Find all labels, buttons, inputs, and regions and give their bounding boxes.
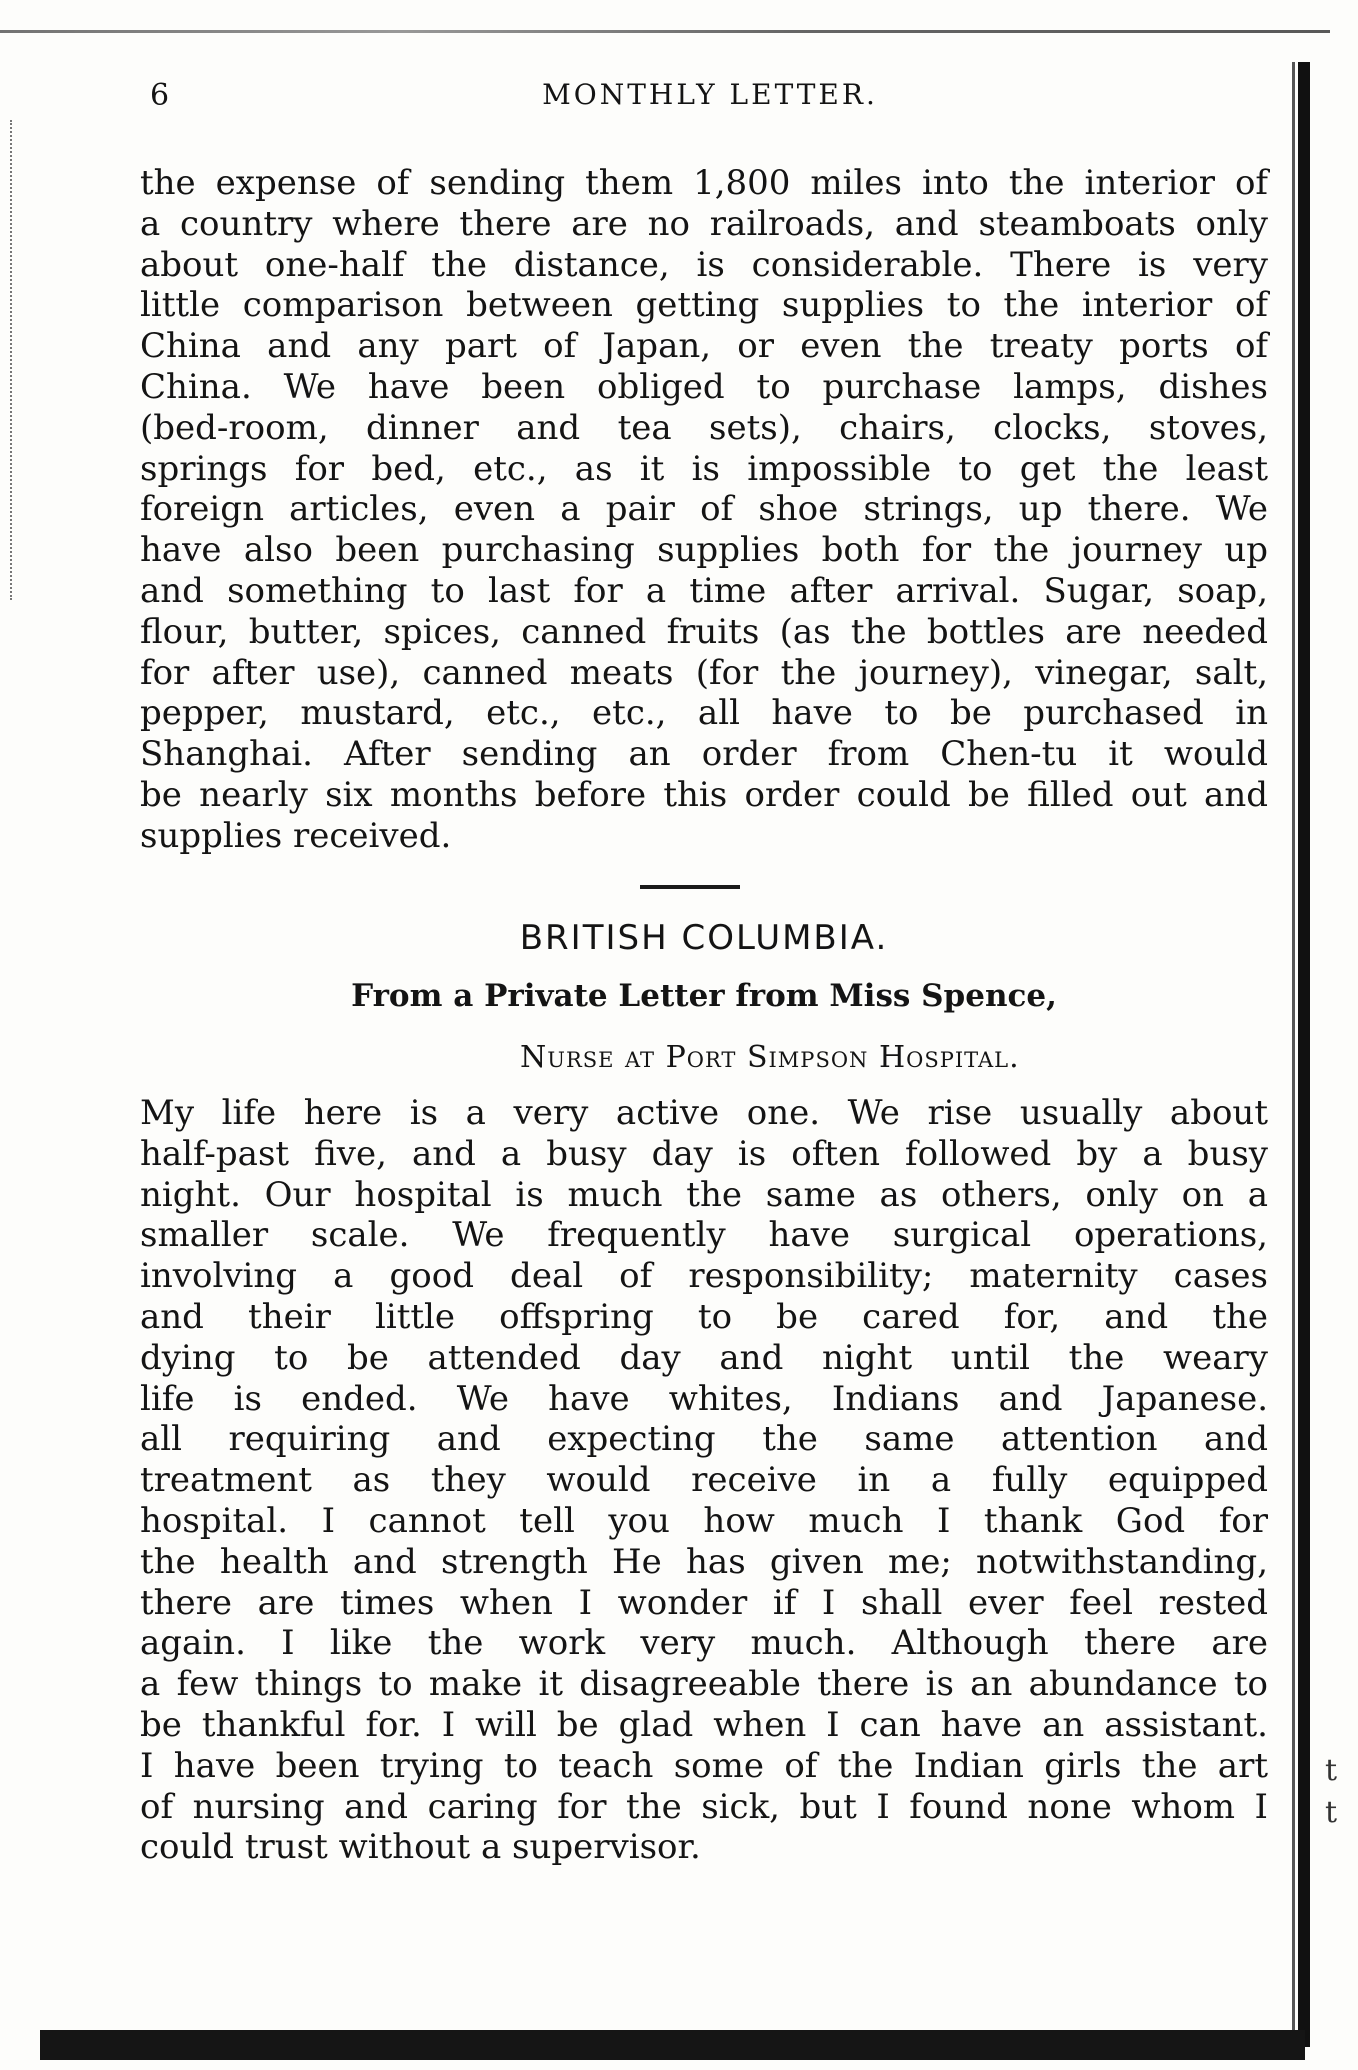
text-line: China and any part of Japan, or even the treaty ports of xyxy=(140,326,1268,367)
text-line: could trust without a supervisor. xyxy=(140,1827,701,1868)
edge-letter: t xyxy=(1325,1753,1338,1788)
section-heading: BRITISH COLUMBIA. xyxy=(519,918,889,958)
text-line: all requiring and expecting the same attention and xyxy=(140,1419,1268,1460)
text-line: and their little offspring to be cared for, and the xyxy=(140,1296,1268,1337)
text-line: for after use), canned meats (for the journey), vinegar, salt, xyxy=(140,652,1268,693)
running-head xyxy=(140,78,1280,122)
text-line: involving a good deal of responsibility; maternity cases xyxy=(140,1256,1268,1297)
text-line: and something to last for a time after arrival. Sugar, soap, xyxy=(140,570,1268,611)
text-line: pepper, mustard, etc., etc., all have to be purchased in xyxy=(140,693,1268,734)
text-line: be thankful for. I will be glad when I can have an assistant. xyxy=(140,1704,1268,1745)
text-line: (bed-room, dinner and tea sets), chairs, clocks, stoves, xyxy=(140,407,1268,448)
text-line: hospital. I cannot tell you how much I thank God for xyxy=(140,1500,1268,1541)
text-line: the health and strength He has given me; notwithstanding, xyxy=(140,1541,1268,1582)
page-number: 6 xyxy=(150,78,171,113)
right-binding-edge xyxy=(1298,62,1310,2047)
text-line: a few things to make it disagreeable there is an abundance to xyxy=(140,1664,1268,1705)
section-divider xyxy=(640,885,740,889)
text-line: half-past five, and a busy day is often followed by a busy xyxy=(140,1133,1268,1174)
text-line: China. We have been obliged to purchase lamps, dishes xyxy=(140,366,1268,407)
paragraph-china-supplies xyxy=(140,163,1268,857)
text-line: night. Our hospital is much the same as others, only on a xyxy=(140,1174,1268,1215)
text-line: have also been purchasing supplies both for the journey up xyxy=(140,530,1268,571)
text-line: little comparison between getting supplies to the interior of xyxy=(140,285,1268,326)
edge-letter: t xyxy=(1325,1795,1338,1830)
text-line: about one-half the distance, is considerable. There is very xyxy=(140,244,1268,285)
text-line: life is ended. We have whites, Indians and Japanese. xyxy=(140,1378,1268,1419)
text-line: a country where there are no railroads, and steamboats only xyxy=(140,203,1268,244)
text-line: flour, butter, spices, canned fruits (as the bottles are needed xyxy=(140,611,1268,652)
section-byline: Nurse at Port Simpson Hospital. xyxy=(520,1040,1020,1075)
bottom-rule xyxy=(40,2030,1305,2060)
section-subheading: From a Private Letter from Miss Spence, xyxy=(351,978,1057,1014)
top-rule xyxy=(0,30,1330,33)
text-line: I have been trying to teach some of the Indian girls the art xyxy=(140,1745,1268,1786)
text-line: dying to be attended day and night until the weary xyxy=(140,1337,1268,1378)
text-line: foreign articles, even a pair of shoe strings, up there. We xyxy=(140,489,1268,530)
facing-page-edge-letters xyxy=(1325,1750,1337,1834)
text-line: again. I like the work very much. Although there are xyxy=(140,1623,1268,1664)
text-line: smaller scale. We frequently have surgical operations, xyxy=(140,1215,1268,1256)
right-binding-line xyxy=(1292,62,1295,2047)
text-line: be nearly six months before this order could be filled out and xyxy=(140,774,1268,815)
text-line: the expense of sending them 1,800 miles into the interior of xyxy=(140,163,1268,203)
paragraph-hospital-letter xyxy=(140,1093,1268,1868)
text-line: My life here is a very active one. We rise usually about xyxy=(140,1093,1268,1133)
left-margin-marks xyxy=(10,120,16,600)
text-line: of nursing and caring for the sick, but I found none whom I xyxy=(140,1786,1268,1827)
text-line: there are times when I wonder if I shall ever feel rested xyxy=(140,1582,1268,1623)
text-line: Shanghai. After sending an order from Chen-tu it would xyxy=(140,734,1268,775)
running-title: MONTHLY LETTER. xyxy=(542,78,878,111)
text-line: springs for bed, etc., as it is impossible to get the least xyxy=(140,448,1268,489)
text-line: treatment as they would receive in a fully equipped xyxy=(140,1460,1268,1501)
text-line: supplies received. xyxy=(140,815,452,856)
